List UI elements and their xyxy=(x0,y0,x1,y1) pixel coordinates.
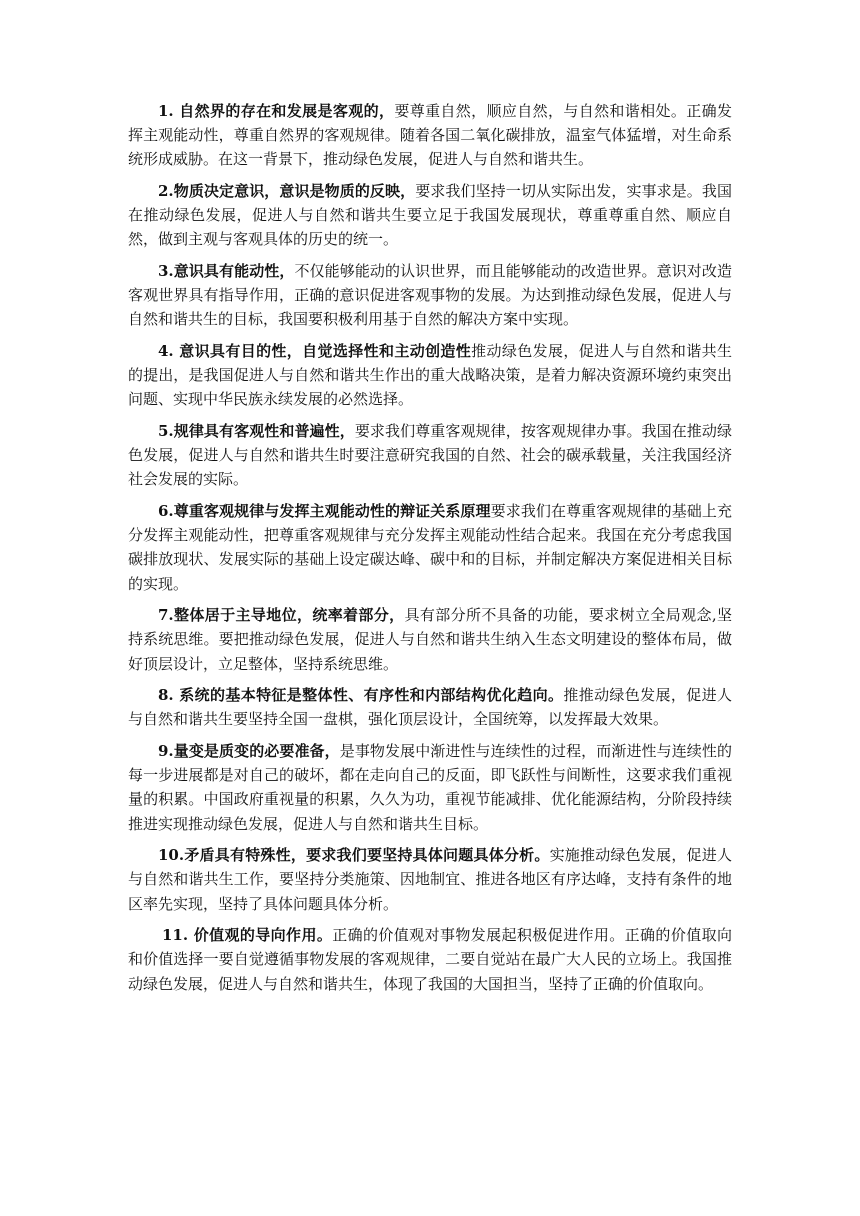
paragraph-lead: 2.物质决定意识，意识是物质的反映， xyxy=(158,182,416,200)
paragraph-lead: 8. 系统的基本特征是整体性、有序性和内部结构优化趋向。 xyxy=(158,686,564,705)
paragraph-5 xyxy=(128,419,732,492)
paragraph-lead: 9.量变是质变的必要准备， xyxy=(158,742,340,760)
paragraph-lead: 6.尊重客观规律与发挥主观能动性的辩证关系原理 xyxy=(158,502,491,520)
paragraph-body: 不仅能够能动的认识世界，而且能够能动的改造世界。意识对改造客观世界具有指导作用，正确的意识促进客观事物的发展。为达到推动绿色发展，促进人与自然和谐共生的目标，我国要积极利用基于自然的解决方案中实现。 xyxy=(128,262,732,329)
paragraph-1 xyxy=(128,99,732,172)
document-page xyxy=(128,99,732,1003)
paragraph-lead: 3.意识具有能动性， xyxy=(158,262,295,280)
paragraph-10 xyxy=(128,843,732,916)
paragraph-body: 正确的价值观对事物发展起积极促进作用。正确的价值取向和价值选择一要自觉遵循事物发展的客观规律，二要自觉站在最广大人民的立场上。我国推动绿色发展，促进人与自然和谐共生，体现了我国的大国担当，坚持了正确的价值取向。 xyxy=(128,926,732,993)
paragraph-7 xyxy=(128,603,732,676)
paragraph-lead: 7.整体居于主导地位，统率着部分， xyxy=(158,606,405,625)
paragraph-body: 是事物发展中渐进性与连续性的过程，而渐进性与连续性的每一步进展都是对自己的破坏，都在走向自己的反面，即飞跃性与间断性，这要求我们重视量的积累。中国政府重视量的积累，久久为功，重视节能减排、优化能源结构，分阶段持续推进实现推动绿色发展，促进人与自然和谐共生目标。 xyxy=(128,742,732,833)
paragraph-lead: 10.矛盾具有特殊性，要求我们要坚持具体问题具体分析。 xyxy=(158,846,550,865)
paragraph-body: 实施推动绿色发展，促进人与自然和谐共生工作，要坚持分类施策、因地制宜、推进各地区有序达峰，支持有条件的地区率先实现，坚持了具体问题具体分析。 xyxy=(128,846,732,913)
paragraph-9 xyxy=(128,739,732,836)
paragraph-lead: 1. 自然界的存在和发展是客观的， xyxy=(158,102,395,120)
paragraph-body: 要求我们在尊重客观规律的基础上充分发挥主观能动性，把尊重客观规律与充分发挥主观能动性结合起来。我国在充分考虑我国碳排放现状、发展实际的基础上设定碳达峰、碳中和的目标，并制定解决方案促进相关目标的实现。 xyxy=(128,502,732,593)
paragraph-8 xyxy=(128,683,732,731)
paragraph-6 xyxy=(128,499,732,596)
paragraph-3 xyxy=(128,259,732,332)
paragraph-body: 要求我们尊重客观规律，按客观规律办事。我国在推动绿色发展，促进人与自然和谐共生时要注意研究我国的自然、社会的碳承载量，关注我国经济社会发展的实际。 xyxy=(128,422,732,489)
paragraph-11 xyxy=(128,923,732,996)
paragraph-body: 推动绿色发展，促进人与自然和谐共生的提出，是我国促进人与自然和谐共生作出的重大战略决策，是着力解决资源环境约束突出问题、实现中华民族永续发展的必然选择。 xyxy=(128,342,732,409)
paragraph-4 xyxy=(128,339,732,412)
paragraph-body: 推推动绿色发展，促进人与自然和谐共生要坚持全国一盘棋，强化顶层设计，全国统筹，以发挥最大效果。 xyxy=(128,686,732,729)
paragraph-lead: 11. 价值观的导向作用。 xyxy=(162,926,333,945)
paragraph-body: 要尊重自然，顺应自然，与自然和谐相处。正确发挥主观能动性，尊重自然界的客观规律。随着各国二氧化碳排放，温室气体猛增，对生命系统形成威胁。在这一背景下，推动绿色发展，促进人与自然和谐共生。 xyxy=(128,102,732,169)
paragraph-lead: 4. 意识具有目的性，自觉选择性和主动创造性 xyxy=(158,342,472,360)
paragraph-2 xyxy=(128,179,732,252)
paragraph-lead: 5.规律具有客观性和普遍性， xyxy=(158,422,355,440)
paragraph-body: 要求我们坚持一切从实际出发，实事求是。我国在推动绿色发展，促进人与自然和谐共生要立足于我国发展现状，尊重尊重自然、顺应自然，做到主观与客观具体的历史的统一。 xyxy=(128,182,732,249)
paragraph-body: 具有部分所不具备的功能，要求树立全局观念,坚持系统思维。要把推动绿色发展，促进人与自然和谐共生纳入生态文明建设的整体布局，做好顶层设计，立足整体，坚持系统思维。 xyxy=(128,606,732,673)
